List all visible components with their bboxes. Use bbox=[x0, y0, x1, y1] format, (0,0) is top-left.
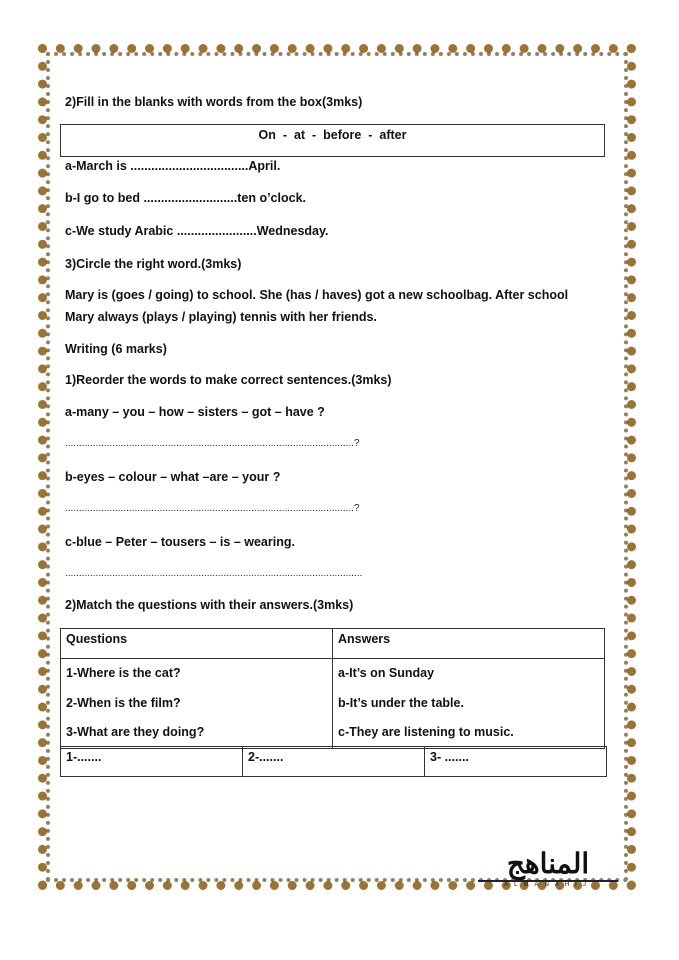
answer-slot[interactable]: 1-....... bbox=[61, 747, 243, 776]
answer-line[interactable]: ........................................................................................................? bbox=[65, 438, 360, 449]
answer-item: c-They are listening to music. bbox=[338, 725, 514, 739]
word-box-text: On - at - before - after bbox=[258, 128, 407, 142]
blank-item: b-I go to bed ...........................ten o’clock. bbox=[65, 191, 306, 205]
question-item: 1-Where is the cat? bbox=[66, 666, 181, 680]
blank-item: c-We study Arabic .......................Wednesday. bbox=[65, 224, 329, 238]
match-table bbox=[60, 628, 605, 749]
answer-item: b-It’s under the table. bbox=[338, 695, 464, 710]
blank-item: a-March is ..................................April. bbox=[65, 159, 281, 173]
answer-item: a-It’s on Sunday bbox=[338, 666, 435, 680]
header-answers: Answers bbox=[333, 629, 605, 659]
section-title-reorder: 1)Reorder the words to make correct sentences.(3mks) bbox=[65, 373, 392, 387]
section-title-circle: 3)Circle the right word.(3mks) bbox=[65, 257, 242, 271]
logo-latin: ALMANAHIJ bbox=[478, 880, 618, 888]
question-item: 2-When is the film? bbox=[66, 695, 181, 710]
questions-cell bbox=[61, 659, 333, 749]
question-item: 3-What are they doing? bbox=[66, 725, 205, 739]
logo-arabic: المناهج bbox=[506, 848, 590, 879]
word-box bbox=[60, 124, 605, 157]
answer-line[interactable]: ........................................................................................................? bbox=[65, 503, 360, 514]
writing-title: Writing (6 marks) bbox=[65, 342, 167, 356]
almanahij-logo bbox=[478, 850, 618, 888]
section-title-match: 2)Match the questions with their answers.(3mks) bbox=[65, 598, 354, 612]
circle-text-line: Mary is (goes / going) to school. She (has / haves) got a new schoolbag. After school bbox=[65, 288, 569, 302]
reorder-prompt: b-eyes – colour – what –are – your ? bbox=[65, 470, 281, 484]
answer-line[interactable]: ........................................................................................................... bbox=[65, 568, 363, 579]
reorder-prompt: a-many – you – how – sisters – got – have ? bbox=[65, 405, 325, 419]
section-title-fill-blanks: 2)Fill in the blanks with words from the box(3mks) bbox=[65, 95, 363, 109]
answer-slot[interactable]: 2-....... bbox=[243, 747, 425, 776]
answer-slots-row bbox=[60, 746, 607, 777]
circle-text-line: Mary always (plays / playing) tennis with her friends. bbox=[65, 310, 377, 324]
answer-slot[interactable]: 3- ....... bbox=[430, 750, 469, 764]
reorder-prompt: c-blue – Peter – tousers – is – wearing. bbox=[65, 535, 295, 549]
answers-cell bbox=[333, 659, 605, 749]
header-questions: Questions bbox=[61, 629, 333, 659]
